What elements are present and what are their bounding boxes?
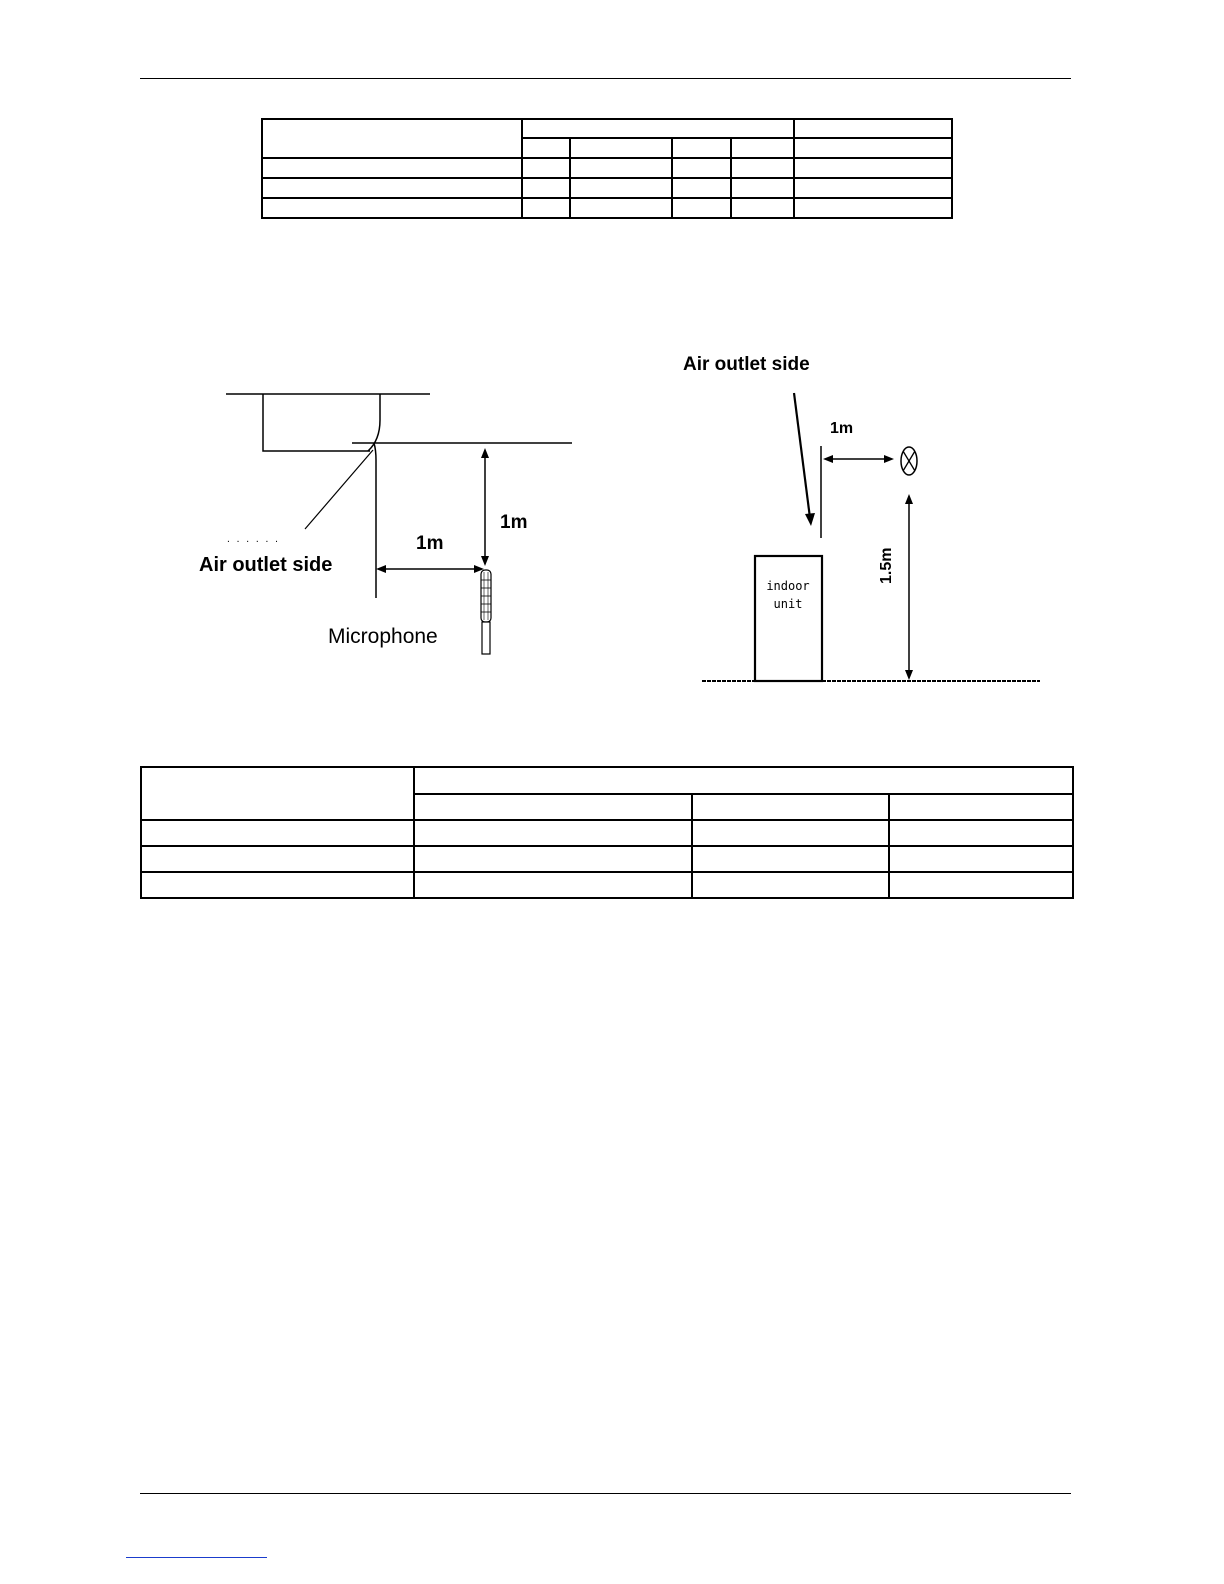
top-table [261, 118, 953, 219]
floor-unit-figure [680, 348, 1060, 688]
top-table-cell [672, 138, 731, 158]
bottom-table-cell [414, 794, 692, 820]
microphone-icon [481, 570, 491, 654]
table-row [262, 198, 952, 218]
height-label: 1.5m [878, 547, 895, 584]
horizontal-distance-label: 1m [830, 420, 854, 437]
top-table-cell [262, 119, 522, 158]
top-table-cell [731, 138, 794, 158]
footer-link-underline[interactable] [126, 1557, 267, 1558]
bottom-table-cell [414, 767, 1073, 794]
vertical-distance-label: 1m [500, 512, 528, 533]
measurement-point-icon [901, 447, 917, 475]
top-table-cell [522, 138, 570, 158]
bottom-table-cell [889, 794, 1073, 820]
top-table-cell [794, 119, 952, 138]
top-table-cell [794, 138, 952, 158]
air-outlet-label: Air outlet side [683, 354, 810, 375]
table-row [141, 846, 1073, 872]
header-rule [140, 78, 1071, 79]
table-row [141, 872, 1073, 898]
microphone-label: Microphone [328, 625, 438, 648]
table-row [262, 158, 952, 178]
top-table-cell [522, 119, 794, 138]
svg-text:. . . . . .: . . . . . . [226, 535, 279, 544]
indoor-unit-box [755, 556, 822, 681]
horizontal-distance-label: 1m [416, 533, 444, 554]
top-table-cell [570, 138, 672, 158]
table-row [262, 178, 952, 198]
ceiling-unit-figure [180, 380, 600, 670]
bottom-table-cell [692, 794, 889, 820]
air-outlet-label: Air outlet side [199, 554, 333, 576]
bottom-table-cell [141, 767, 414, 820]
table-row [141, 820, 1073, 846]
indoor-unit-label-line2: unit [773, 597, 803, 611]
footer-rule [140, 1493, 1071, 1494]
bottom-table [140, 766, 1074, 899]
indoor-unit-label-line1: indoor [766, 579, 810, 593]
